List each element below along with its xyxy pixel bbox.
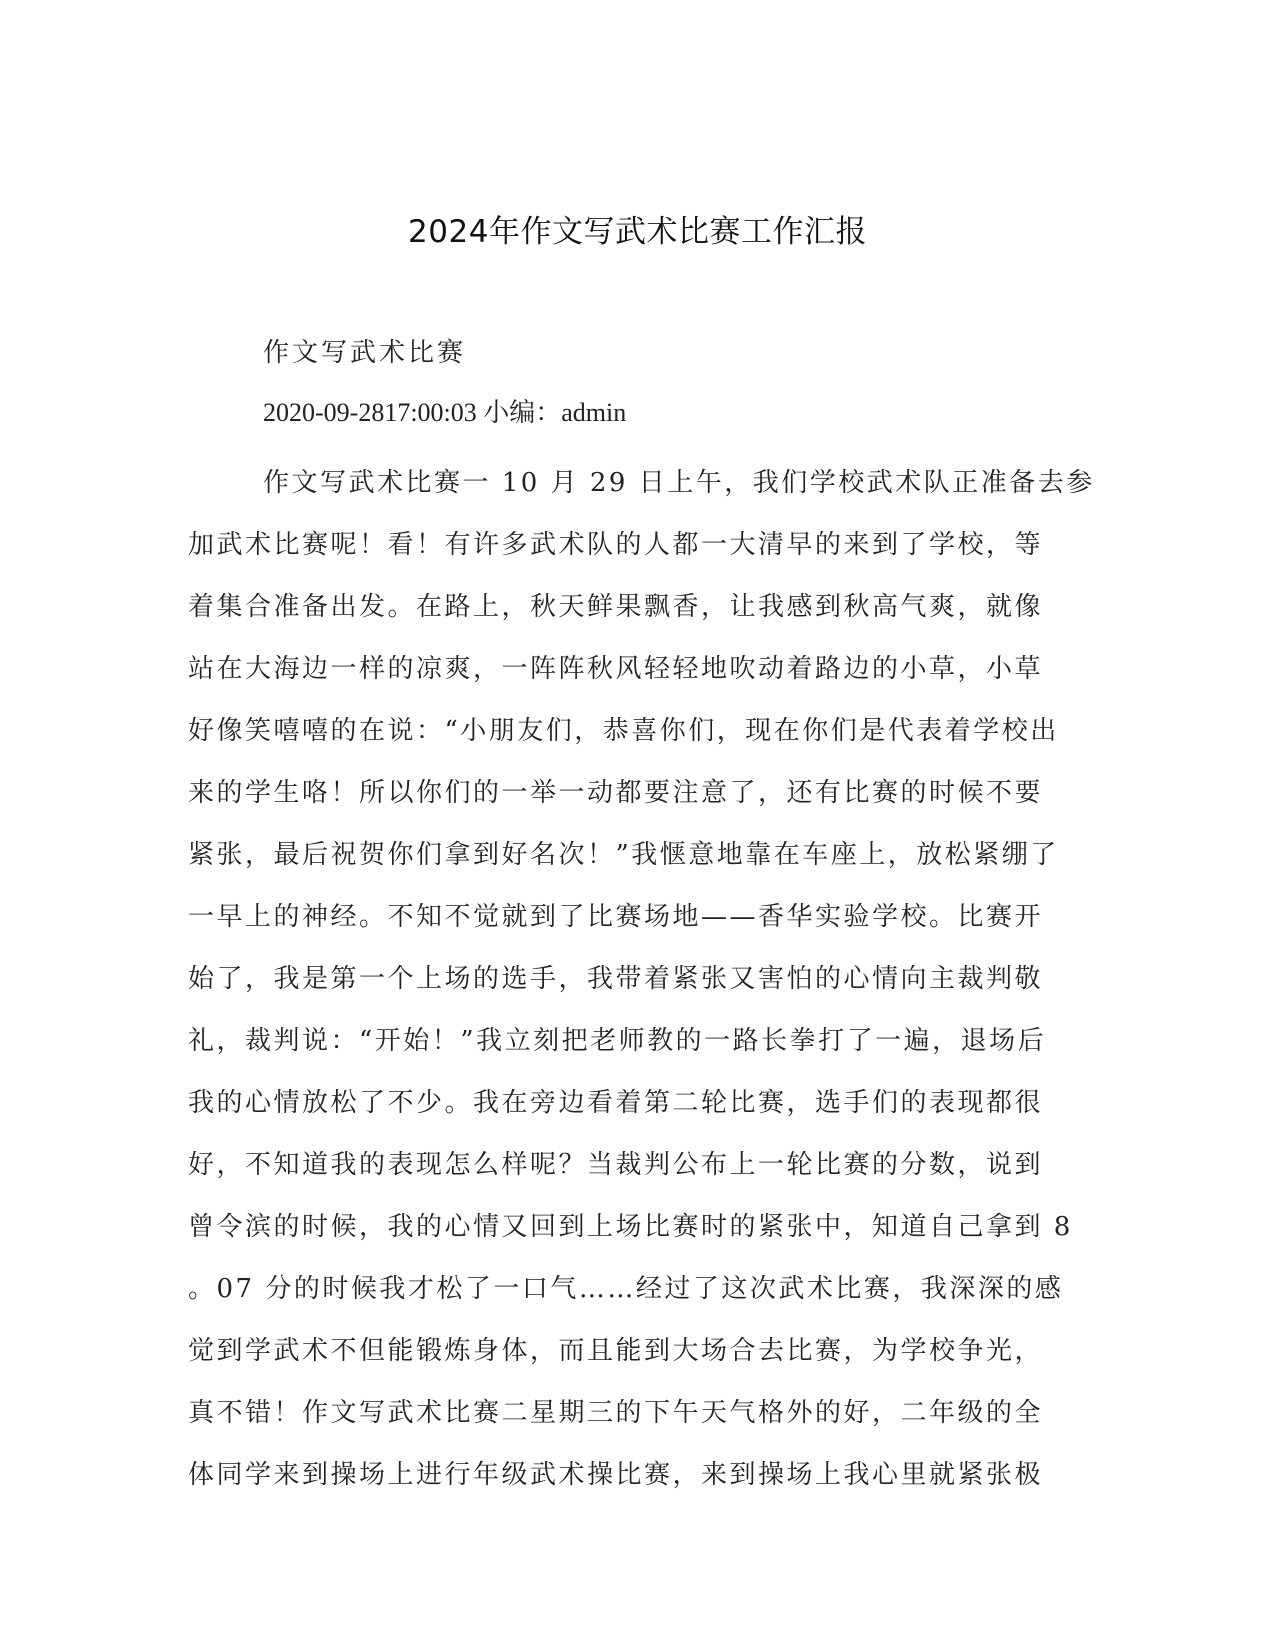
body-line: 加武术比赛呢！看！有许多武术队的人都一大清早的来到了学校，等: [188, 530, 1044, 560]
body-line: 礼，裁判说：“开始！”我立刻把老师教的一路长拳打了一遍，退场后: [188, 1026, 1047, 1056]
body-line: 紧张，最后祝贺你们拿到好名次！”我惬意地靠在车座上，放松紧绷了: [188, 840, 1059, 870]
article-body: [188, 452, 1095, 1506]
body-line: 一早上的神经。不知不觉就到了比赛场地——香华实验学校。比赛开: [188, 902, 1044, 932]
body-line: 曾令滨的时候，我的心情又回到上场比赛时的紧张中，知道自己拿到 8: [188, 1212, 1073, 1242]
body-line: 好，不知道我的表现怎么样呢？当裁判公布上一轮比赛的分数，说到: [188, 1150, 1044, 1180]
body-line: 体同学来到操场上进行年级武术操比赛，来到操场上我心里就紧张极: [188, 1460, 1044, 1490]
body-line: 始了，我是第一个上场的选手，我带着紧张又害怕的心情向主裁判敬: [188, 964, 1044, 994]
body-line: 站在大海边一样的凉爽，一阵阵秋风轻轻地吹动着路边的小草，小草: [188, 654, 1044, 684]
body-line: 来的学生咯！所以你们的一举一动都要注意了，还有比赛的时候不要: [188, 778, 1044, 808]
body-line: 我的心情放松了不少。我在旁边看着第二轮比赛，选手们的表现都很: [188, 1088, 1044, 1118]
document-title: 2024年作文写武术比赛工作汇报: [408, 214, 867, 250]
article-meta: 2020-09-2817:00:03 小编：admin: [263, 398, 627, 427]
article-subheading: 作文写武术比赛: [263, 338, 467, 368]
body-line: 着集合准备出发。在路上，秋天鲜果飘香，让我感到秋高气爽，就像: [188, 592, 1044, 622]
body-line: 觉到学武术不但能锻炼身体，而且能到大场合去比赛，为学校争光，: [188, 1336, 1044, 1366]
body-line: 真不错！作文写武术比赛二星期三的下午天气格外的好，二年级的全: [188, 1398, 1044, 1428]
body-line: 。07 分的时候我才松了一口气……经过了这次武术比赛，我深深的感: [188, 1274, 1064, 1304]
body-line: 作文写武术比赛一 10 月 29 日上午，我们学校武术队正准备去参: [263, 468, 1095, 498]
body-line: 好像笑嘻嘻的在说：“小朋友们，恭喜你们，现在你们是代表着学校出: [188, 716, 1059, 746]
